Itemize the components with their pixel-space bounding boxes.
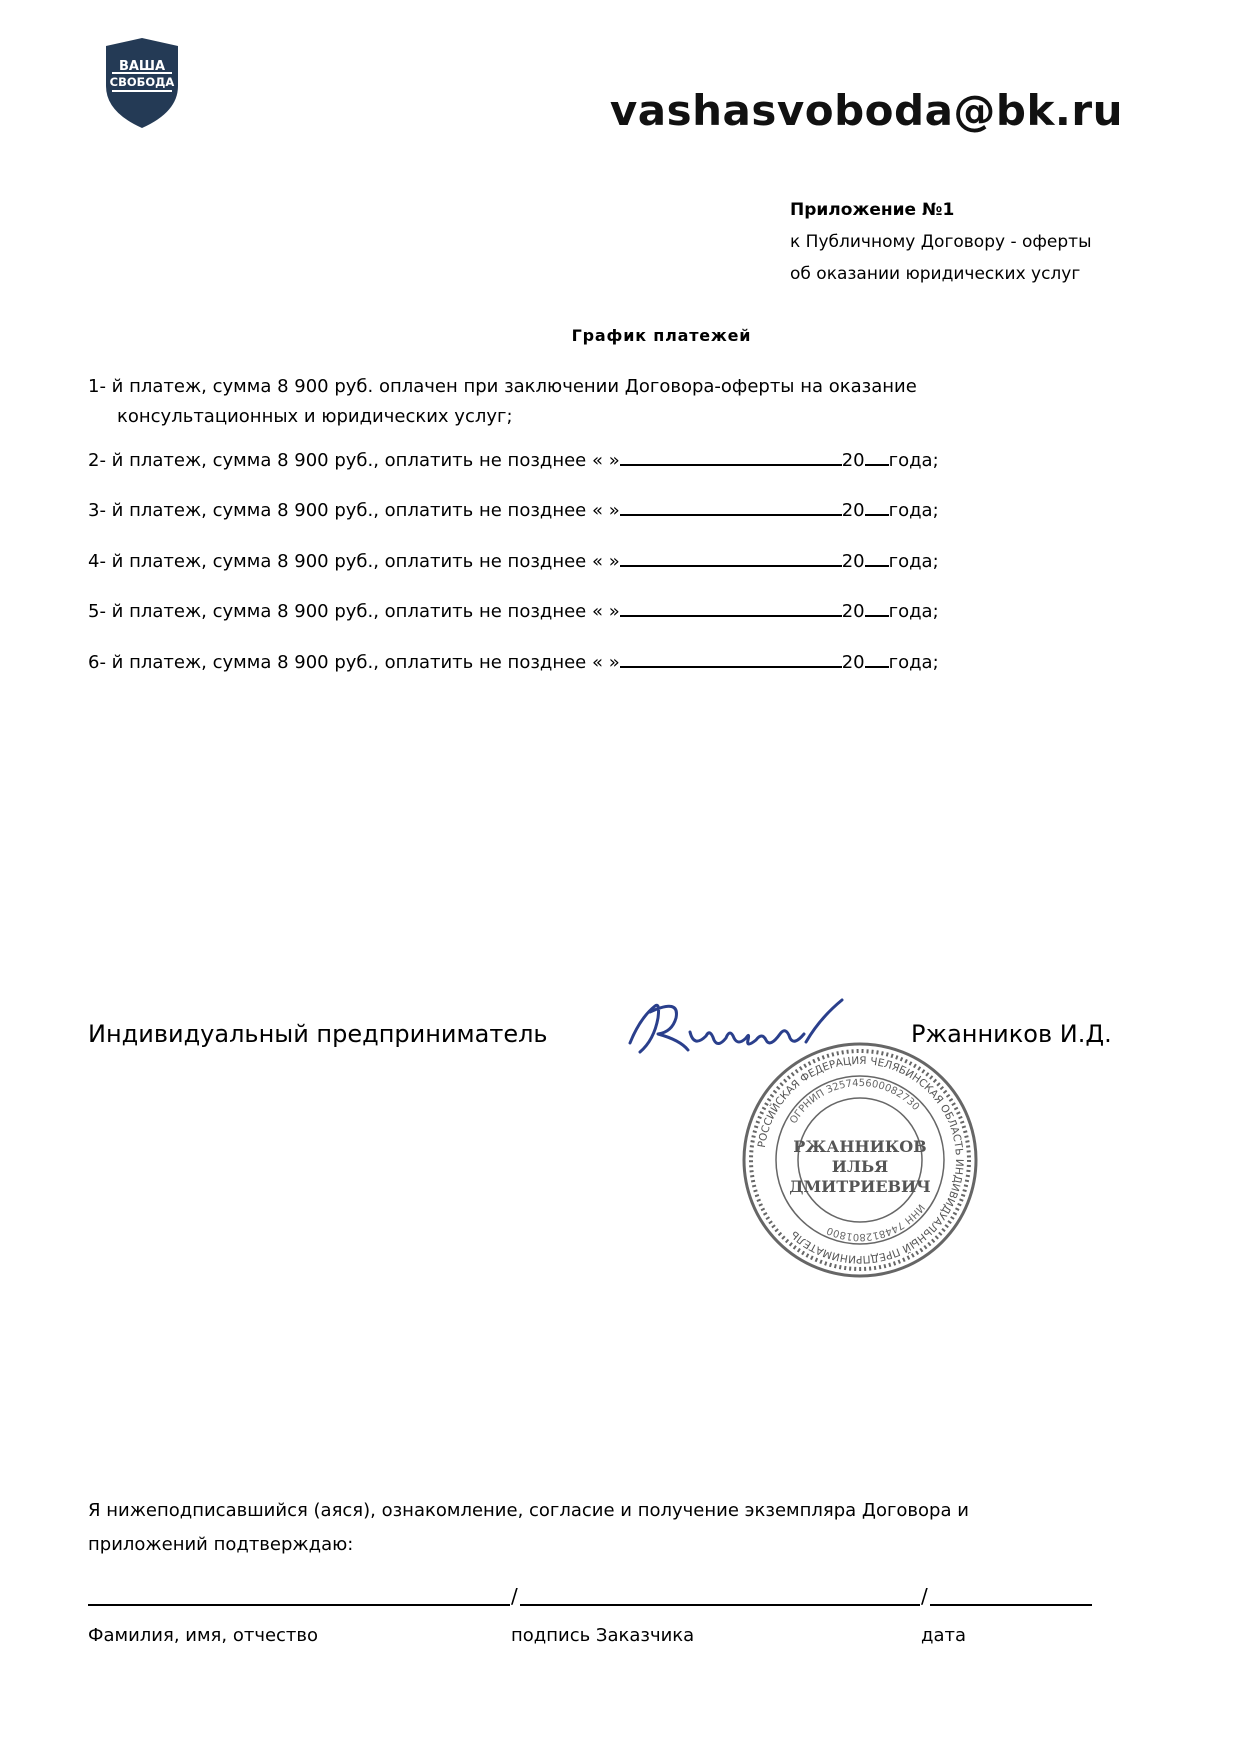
separator-slash: / bbox=[511, 1584, 518, 1608]
signatory-name: Ржанников И.Д. bbox=[911, 1020, 1112, 1048]
signatory-role: Индивидуальный предприниматель bbox=[88, 1020, 548, 1048]
year-blank-field[interactable] bbox=[865, 547, 889, 567]
payment-text: 5- й платеж, сумма 8 900 руб., оплатить не позднее « » bbox=[88, 601, 620, 622]
payment-1-text: 1- й платеж, сумма 8 900 руб. оплачен при заключении Договора-оферты на оказание bbox=[88, 376, 917, 397]
year-suffix: года; bbox=[888, 601, 939, 622]
payment-1-continuation: консультационных и юридических услуг; bbox=[117, 406, 513, 427]
payment-text: 6- й платеж, сумма 8 900 руб., оплатить не позднее « » bbox=[88, 652, 620, 673]
payment-row bbox=[88, 648, 939, 678]
acknowledgement-line-1: Я нижеподписавшийся (аяся), ознакомление, согласие и получение экземпляра Договора и bbox=[88, 1500, 969, 1521]
appendix-subject: об оказании юридических услуг bbox=[790, 264, 1081, 284]
fio-blank-field[interactable] bbox=[88, 1604, 510, 1606]
year-blank-field[interactable] bbox=[865, 496, 889, 516]
appendix-number: Приложение №1 bbox=[790, 200, 955, 220]
date-blank-field[interactable] bbox=[620, 648, 842, 668]
stamp-outer-ring: РОССИЙСКАЯ ФЕДЕРАЦИЯ ЧЕЛЯБИНСКАЯ ОБЛАСТЬ ИНДИВИДУАЛЬНЫЙ ПРЕДПРИНИМАТЕЛЬ bbox=[755, 1054, 966, 1266]
year-prefix: 20 bbox=[841, 551, 865, 572]
payment-row bbox=[88, 547, 939, 577]
stamp-surname: РЖАННИКОВ bbox=[793, 1137, 927, 1156]
date-blank-field[interactable] bbox=[930, 1604, 1092, 1606]
year-suffix: года; bbox=[888, 652, 939, 673]
appendix-reference: к Публичному Договору - оферты bbox=[790, 232, 1092, 252]
date-blank-field[interactable] bbox=[620, 547, 842, 567]
year-prefix: 20 bbox=[841, 500, 865, 521]
date-blank-field[interactable] bbox=[620, 496, 842, 516]
payment-row bbox=[88, 496, 939, 526]
date-label: дата bbox=[921, 1625, 966, 1646]
payment-text: 3- й платеж, сумма 8 900 руб., оплатить не позднее « » bbox=[88, 500, 620, 521]
stamp-patronymic: ДМИТРИЕВИЧ bbox=[789, 1177, 931, 1196]
payment-row bbox=[88, 597, 939, 627]
year-suffix: года; bbox=[888, 450, 939, 471]
date-blank-field[interactable] bbox=[620, 597, 842, 617]
year-blank-field[interactable] bbox=[865, 446, 889, 466]
brand-logo bbox=[100, 36, 184, 130]
signature-blank-field[interactable] bbox=[520, 1604, 920, 1606]
schedule-title: График платежей bbox=[571, 326, 752, 345]
date-blank-field[interactable] bbox=[620, 446, 842, 466]
signature-label: подпись Заказчика bbox=[511, 1625, 695, 1646]
year-prefix: 20 bbox=[841, 601, 865, 622]
contact-email[interactable]: vashasvoboda@bk.ru bbox=[609, 86, 1123, 135]
year-blank-field[interactable] bbox=[865, 648, 889, 668]
acknowledgement-text bbox=[88, 1494, 969, 1562]
appendix-header bbox=[790, 194, 1092, 290]
stamp-ogrnip: ОГРНИП 325745600082730 bbox=[788, 1077, 922, 1126]
stamp-inn: ИНН 744812801800 bbox=[825, 1201, 927, 1243]
year-suffix: года; bbox=[888, 551, 939, 572]
stamp-firstname: ИЛЬЯ bbox=[831, 1157, 889, 1176]
separator-slash: / bbox=[921, 1584, 928, 1608]
customer-signature-fields bbox=[88, 1584, 1103, 1608]
acknowledgement-line-2: приложений подтверждаю: bbox=[88, 1534, 354, 1555]
payment-row-1 bbox=[88, 372, 917, 432]
payment-text: 2- й платеж, сумма 8 900 руб., оплатить не позднее « » bbox=[88, 450, 620, 471]
official-stamp bbox=[740, 1040, 980, 1280]
year-suffix: года; bbox=[888, 500, 939, 521]
logo-text-top: ВАША bbox=[118, 59, 166, 74]
payment-row bbox=[88, 446, 939, 476]
payment-text: 4- й платеж, сумма 8 900 руб., оплатить не позднее « » bbox=[88, 551, 620, 572]
year-prefix: 20 bbox=[841, 450, 865, 471]
year-prefix: 20 bbox=[841, 652, 865, 673]
year-blank-field[interactable] bbox=[865, 597, 889, 617]
fio-label: Фамилия, имя, отчество bbox=[88, 1625, 319, 1646]
logo-text-bottom: СВОБОДА bbox=[109, 75, 175, 89]
